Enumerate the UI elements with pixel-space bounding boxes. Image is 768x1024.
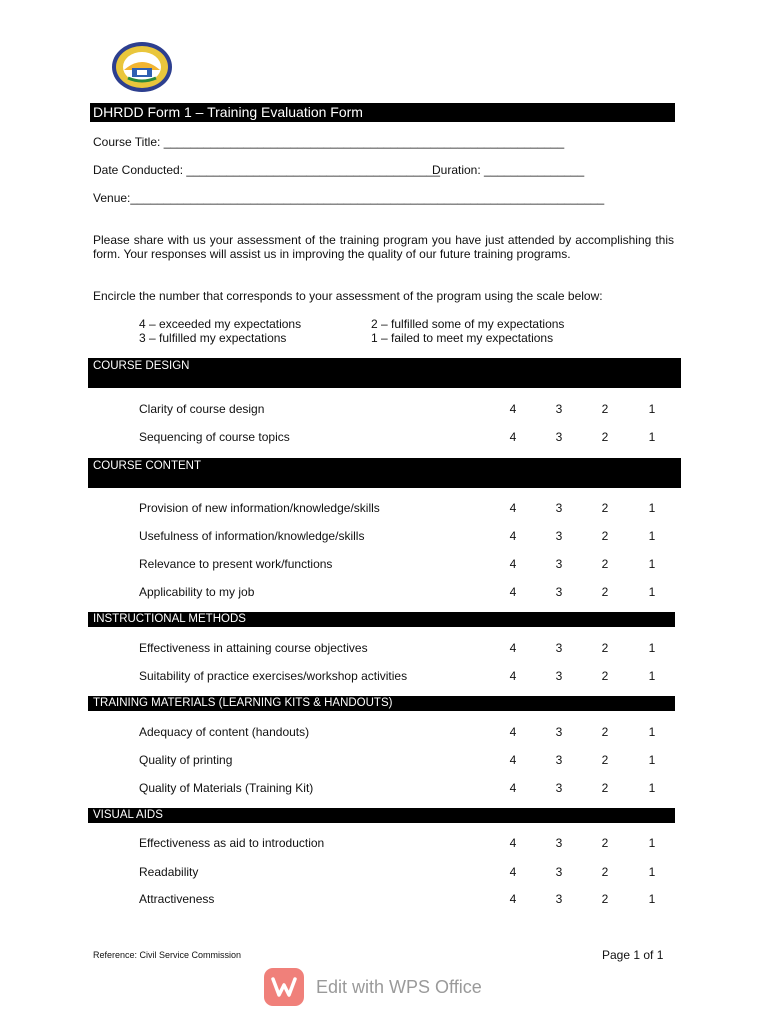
rating-option-3[interactable]: 3 (555, 430, 563, 444)
rating-option-2[interactable]: 2 (601, 430, 609, 444)
scale-legend-4: 4 – exceeded my expectations (139, 317, 302, 331)
rating-option-1[interactable]: 1 (648, 836, 656, 850)
rating-option-2[interactable]: 2 (601, 529, 609, 543)
item-quality-of-materials: Quality of Materials (Training Kit) (139, 781, 314, 795)
rating-option-1[interactable]: 1 (648, 430, 656, 444)
rating-option-1[interactable]: 1 (648, 501, 656, 515)
duration-field[interactable]: Duration: _______________ (432, 163, 585, 177)
rating-option-2[interactable]: 2 (601, 641, 609, 655)
rating-option-3[interactable]: 3 (555, 641, 563, 655)
item-attractiveness: Attractiveness (139, 892, 215, 906)
rating-option-1[interactable]: 1 (648, 669, 656, 683)
section-header-course-design: COURSE DESIGN (88, 358, 681, 388)
item-effectiveness-as-aid: Effectiveness as aid to introduction (139, 836, 325, 850)
item-readability: Readability (139, 865, 199, 879)
rating-option-2[interactable]: 2 (601, 557, 609, 571)
rating-option-2[interactable]: 2 (601, 501, 609, 515)
item-provision-of-new-information: Provision of new information/knowledge/skills (139, 501, 380, 515)
rating-option-3[interactable]: 3 (555, 753, 563, 767)
rating-option-4[interactable]: 4 (509, 725, 517, 739)
rating-option-4[interactable]: 4 (509, 781, 517, 795)
section-header-instructional-methods: INSTRUCTIONAL METHODS (88, 612, 675, 627)
wps-logo-icon (264, 968, 304, 1006)
rating-option-2[interactable]: 2 (601, 725, 609, 739)
item-quality-of-printing: Quality of printing (139, 753, 233, 767)
rating-option-4[interactable]: 4 (509, 669, 517, 683)
rating-option-1[interactable]: 1 (648, 529, 656, 543)
rating-option-1[interactable]: 1 (648, 781, 656, 795)
rating-option-4[interactable]: 4 (509, 892, 517, 906)
rating-option-2[interactable]: 2 (601, 402, 609, 416)
wps-office-watermark[interactable] (264, 968, 494, 1006)
scale-legend-1: 1 – failed to meet my expectations (371, 331, 554, 345)
rating-option-2[interactable]: 2 (601, 836, 609, 850)
scale-legend-2: 2 – fulfilled some of my expectations (371, 317, 565, 331)
rating-option-3[interactable]: 3 (555, 865, 563, 879)
rating-option-4[interactable]: 4 (509, 529, 517, 543)
item-relevance-to-present-work: Relevance to present work/functions (139, 557, 333, 571)
organization-seal-logo (110, 40, 174, 94)
section-header-visual-aids: VISUAL AIDS (88, 808, 675, 823)
rating-option-1[interactable]: 1 (648, 892, 656, 906)
section-header-training-materials: TRAINING MATERIALS (LEARNING KITS & HANDOUTS) (88, 696, 675, 711)
rating-option-2[interactable]: 2 (601, 753, 609, 767)
rating-option-1[interactable]: 1 (648, 865, 656, 879)
rating-option-1[interactable]: 1 (648, 725, 656, 739)
rating-option-4[interactable]: 4 (509, 753, 517, 767)
rating-option-1[interactable]: 1 (648, 402, 656, 416)
rating-option-2[interactable]: 2 (601, 781, 609, 795)
scale-legend-3: 3 – fulfilled my expectations (139, 331, 287, 345)
rating-option-1[interactable]: 1 (648, 753, 656, 767)
rating-option-3[interactable]: 3 (555, 781, 563, 795)
rating-option-2[interactable]: 2 (601, 892, 609, 906)
rating-option-3[interactable]: 3 (555, 557, 563, 571)
footer-page-number: Page 1 of 1 (602, 948, 664, 962)
rating-option-4[interactable]: 4 (509, 585, 517, 599)
rating-option-2[interactable]: 2 (601, 669, 609, 683)
rating-option-2[interactable]: 2 (601, 865, 609, 879)
form-title-bar: DHRDD Form 1 – Training Evaluation Form (90, 103, 675, 122)
section-header-course-content: COURSE CONTENT (88, 458, 681, 488)
rating-option-3[interactable]: 3 (555, 892, 563, 906)
rating-option-2[interactable]: 2 (601, 585, 609, 599)
footer-reference: Reference: Civil Service Commission (93, 950, 242, 960)
wps-watermark-text: Edit with WPS Office (316, 977, 482, 997)
course-title-field[interactable]: Course Title: ____________________________________________________________ (93, 135, 565, 149)
rating-option-4[interactable]: 4 (509, 865, 517, 879)
rating-option-3[interactable]: 3 (555, 669, 563, 683)
rating-option-3[interactable]: 3 (555, 725, 563, 739)
rating-option-4[interactable]: 4 (509, 557, 517, 571)
item-applicability-to-my-job: Applicability to my job (139, 585, 255, 599)
rating-option-3[interactable]: 3 (555, 501, 563, 515)
rating-option-1[interactable]: 1 (648, 585, 656, 599)
item-suitability-of-practice-exercises: Suitability of practice exercises/workshop activities (139, 669, 408, 683)
rating-option-3[interactable]: 3 (555, 529, 563, 543)
item-clarity-of-course-design: Clarity of course design (139, 402, 265, 416)
rating-option-3[interactable]: 3 (555, 402, 563, 416)
item-sequencing-of-course-topics: Sequencing of course topics (139, 430, 290, 444)
rating-option-4[interactable]: 4 (509, 430, 517, 444)
rating-option-4[interactable]: 4 (509, 641, 517, 655)
rating-option-3[interactable]: 3 (555, 585, 563, 599)
intro-paragraph: Please share with us your assessment of the training program you have just attended by accomplishing this form. Your responses will assist us in improving the quality of our future training programs. (93, 233, 674, 261)
date-conducted-field[interactable]: Date Conducted: ______________________________________ (93, 163, 440, 177)
venue-field[interactable]: Venue:_______________________________________________________________________ (93, 191, 605, 205)
rating-option-1[interactable]: 1 (648, 557, 656, 571)
rating-option-4[interactable]: 4 (509, 501, 517, 515)
rating-option-4[interactable]: 4 (509, 836, 517, 850)
encircle-instruction: Encircle the number that corresponds to your assessment of the program using the scale below: (93, 289, 603, 303)
item-effectiveness-in-attaining-objectives: Effectiveness in attaining course objectives (139, 641, 368, 655)
rating-option-1[interactable]: 1 (648, 641, 656, 655)
rating-option-3[interactable]: 3 (555, 836, 563, 850)
item-adequacy-of-content: Adequacy of content (handouts) (139, 725, 310, 739)
item-usefulness-of-information: Usefulness of information/knowledge/skills (139, 529, 365, 543)
rating-option-4[interactable]: 4 (509, 402, 517, 416)
